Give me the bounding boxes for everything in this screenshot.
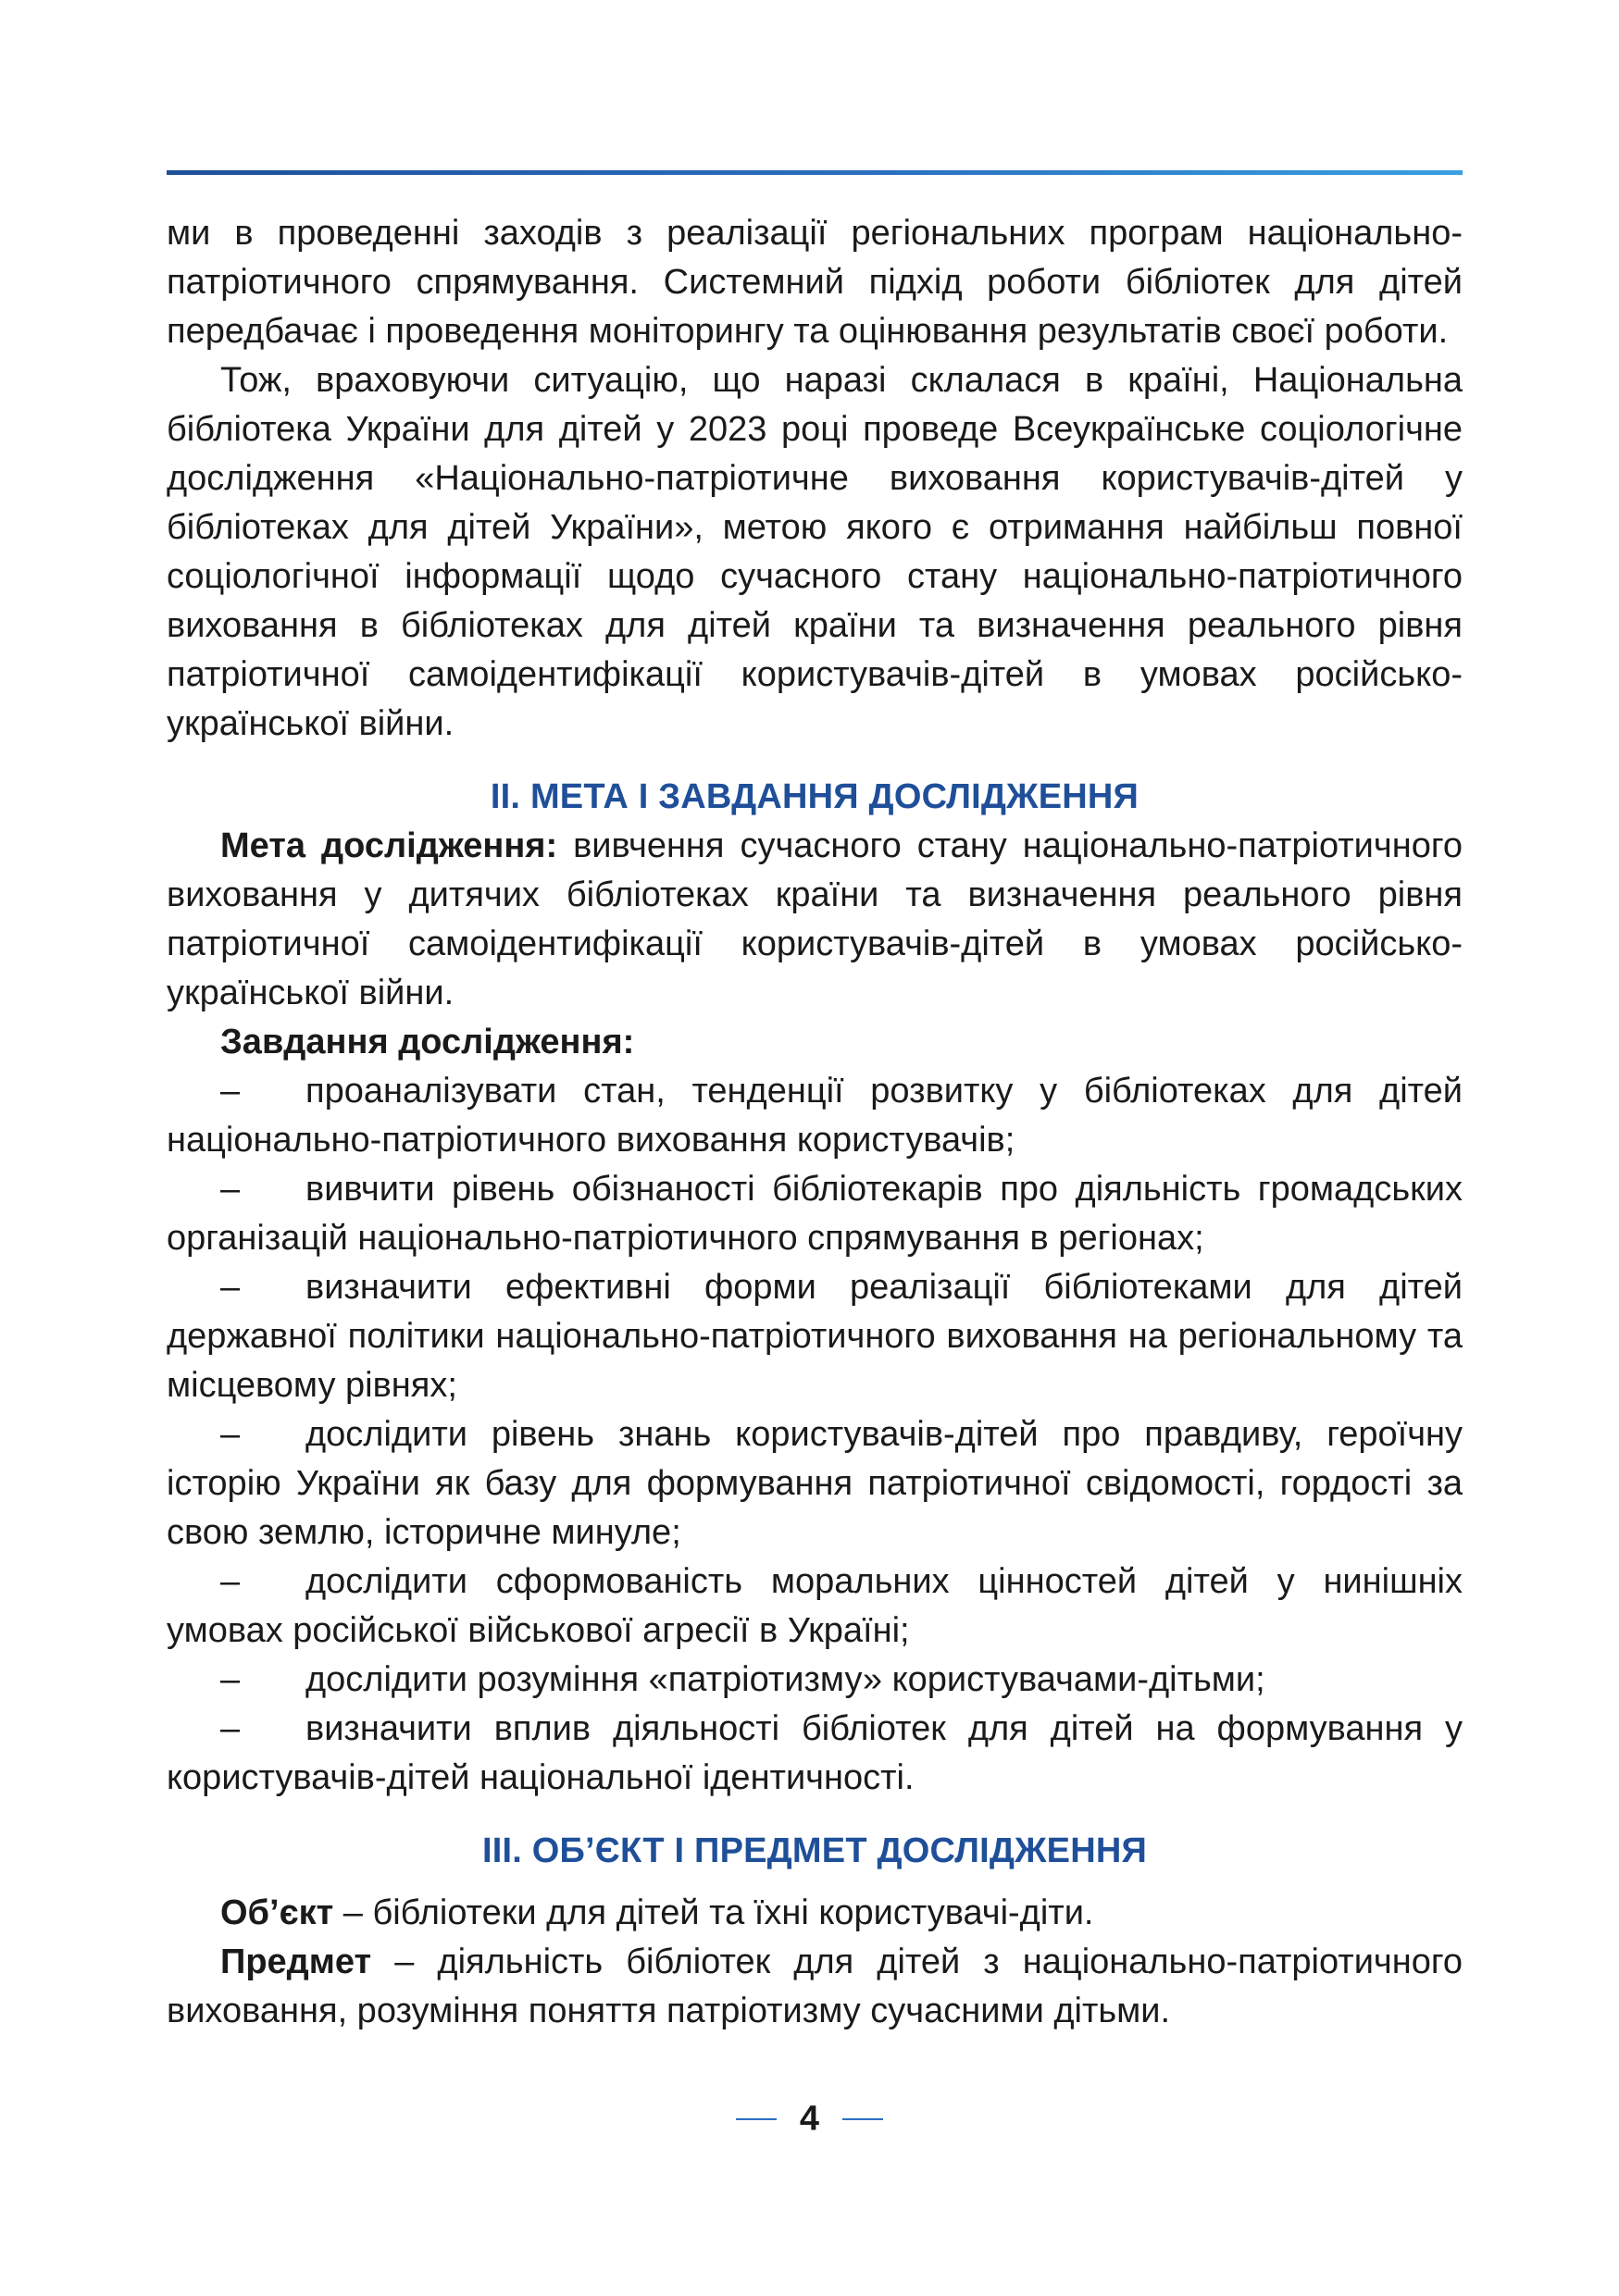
research-tasks-list <box>167 1067 1463 1803</box>
list-item <box>167 1067 1463 1165</box>
list-item <box>167 1705 1463 1803</box>
research-subject-text: – діяльність бібліотек для дітей з національно-патріотичного виховання, розуміння поняття патріотизму сучасними дітьми. <box>167 1942 1463 2030</box>
list-item <box>167 1410 1463 1558</box>
task-text: проаналізувати стан, тенденції розвитку у бібліотеках для дітей національно-патріотичного виховання користувачів; <box>167 1072 1463 1160</box>
list-item <box>167 1263 1463 1410</box>
research-object-label: Об’єкт <box>220 1893 334 1932</box>
task-text: дослідити сформованість моральних цінностей дітей у нинішніх умовах російської військової агресії в Україні; <box>167 1562 1463 1650</box>
task-text: визначити вплив діяльності бібліотек для дітей на формування у користувачів-дітей національної ідентичності. <box>167 1709 1463 1797</box>
research-subject-label: Предмет <box>220 1942 372 1981</box>
task-text: визначити ефективні форми реалізації бібліотеками для дітей державної політики національно-патріотичного виховання на регіональному та місцевому рівнях; <box>167 1268 1463 1405</box>
dash-bullet: – <box>220 1709 241 1748</box>
dash-bullet: – <box>220 1268 241 1307</box>
section-heading-object: III. ОБ’ЄКТ І ПРЕДМЕТ ДОСЛІДЖЕННЯ <box>481 1831 1148 1870</box>
intro-paragraph: Тож, враховуючи ситуацію, що наразі склалася в країні, Національна бібліотека України для дітей у 2023 році проведе Всеукраїнське соціологічне дослідження «Національно-патріотичне виховання користувачів-дітей у бібліотеках для дітей України», метою якого є отримання найбільш повної соціологічної інформації щодо сучасного стану національно-патріотичного виховання в бібліотеках для дітей країни та визначення реального рівня патріотичної самоідентифікації користувачів-дітей в умовах російсько-української війни. <box>167 361 1463 743</box>
task-text: дослідити рівень знань користувачів-дітей про правдиву, героїчну історію України як базу для формування патріотичної свідомості, гордості за свою землю, історичне минуле; <box>167 1415 1463 1552</box>
research-tasks-label: Завдання дослідження: <box>220 1023 635 1061</box>
dash-bullet: – <box>220 1072 241 1111</box>
dash-bullet: – <box>220 1170 241 1209</box>
list-item <box>167 1165 1463 1263</box>
task-text: вивчити рівень обізнаності бібліотекарів про діяльність громадських організацій національно-патріотичного спрямування в регіонах; <box>167 1170 1463 1258</box>
research-goal-label: Мета дослідження: <box>220 826 558 865</box>
research-goal <box>167 822 1463 1018</box>
dash-bullet: – <box>220 1660 241 1699</box>
page-number-left-rule <box>736 2118 777 2120</box>
dash-bullet: – <box>220 1415 241 1454</box>
task-text: дослідити розуміння «патріотизму» користувачами-дітьми; <box>305 1660 1265 1699</box>
research-goal-text: вивчення сучасного стану національно-патріотичного виховання у дитячих бібліотеках країни та визначення реального рівня патріотичної самоідентифікації користувачів-дітей в умовах російсько-української війни. <box>167 826 1463 1012</box>
section-heading-goals: II. МЕТА І ЗАВДАННЯ ДОСЛІДЖЕННЯ <box>490 777 1140 816</box>
dash-bullet: – <box>220 1562 241 1601</box>
research-object <box>167 1889 1463 1938</box>
research-object-text: – бібліотеки для дітей та їхні користувачі-діти. <box>333 1893 1094 1932</box>
page-number-right-rule <box>842 2118 883 2120</box>
list-item <box>167 1558 1463 1656</box>
page-number: 4 <box>799 2099 820 2139</box>
page-footer <box>0 2093 1619 2143</box>
research-subject <box>167 1938 1463 2036</box>
list-item <box>167 1656 1463 1705</box>
page-body <box>167 209 1463 2036</box>
header-rule <box>167 170 1463 175</box>
intro-paragraph-continued: ми в проведенні заходів з реалізації регіональних програм національно-патріотичного спрямування. Системний підхід роботи бібліотек для дітей передбачає і проведення моніторингу та оцінювання результатів своєї роботи. <box>167 214 1463 351</box>
